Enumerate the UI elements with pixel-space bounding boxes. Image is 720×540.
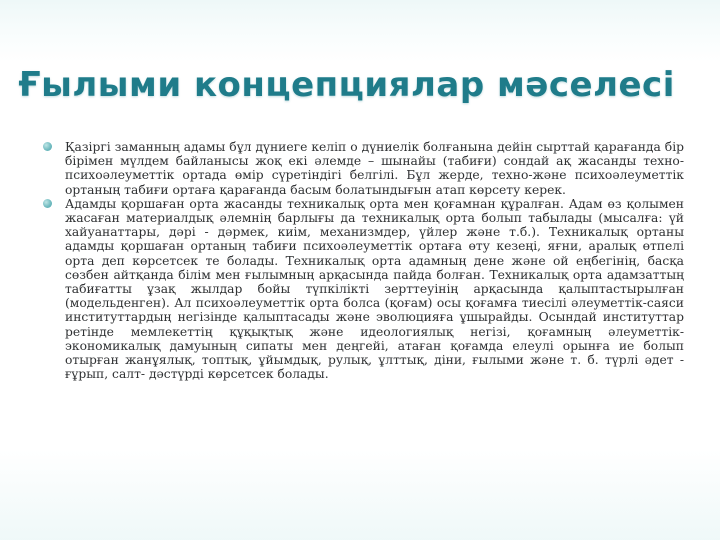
bullet-circle-icon xyxy=(43,142,52,151)
bullet-item-1 xyxy=(42,140,684,197)
bullet-text-1: Қазіргі заманның адамы бұл дүниеге келіп о дүниелік болғанына дейін сырттай қарағанда бір бірімен мүлдем байланысы жоқ екі әлемде – шынайы (табиғи) сондай ақ жасанды техно-психоәлеуметтік ортада өмір сүретіндігі белгілі. Бұл жерде, техно-және психоәлеуметтік ортаның табиғи ортаға қарағанда басым болатындығын атап көрсету керек. xyxy=(65,140,684,197)
bullet-item-2 xyxy=(42,197,684,382)
bullet-circle-icon xyxy=(43,199,52,208)
bullet-list xyxy=(42,140,684,381)
slide-bottom-tint xyxy=(0,450,720,540)
slide-title: Ғылыми концепциялар мәселесі xyxy=(18,65,675,105)
bullet-text-2: Адамды қоршаған орта жасанды техникалық орта мен қоғамнан құралған. Адам өз қолымен жасаған материалдық әлемнің барлығы да техникалық орта болып табылады (мысалға: үй хайуанаттары, дәрі - дәрмек, киім, механизмдер, үйлер және т.б.). Техникалық ортаны адамды қоршаған ортаның табиғи психоәлеуметтік ортаға өту кезеңі, яғни, аралық өтпелі орта деп көрсетсек те болады. Техникалық орта адамның дене және ой еңбегінің, басқа сөзбен айтқанда білім мен ғылымның арқасында пайда болған. Техникалық орта адамзаттың табиғатты ұзақ жылдар бойы түпкілікті зерттеуінің арқасында қалыптастырылған (модельденген). Ал психоәлеуметтік орта болса (қоғам) осы қоғамға тиесілі әлеуметтік-саяси институттардың негізінде қалыптасады және эволюцияға ұшырайды. Осындай институттар ретінде мемлекеттің құқықтық және идеологиялық негізі, қоғамның әлеуметтік-экономикалық дамуының сипаты мен деңгейі, атаған қоғамда елеулі орынға ие болып отырған жанұялық, топтық, ұйымдық, рулық, ұлттық, діни, ғылыми және т. б. түрлі әдет - ғұрып, салт- дәстүрді көрсетсек болады. xyxy=(65,196,684,382)
